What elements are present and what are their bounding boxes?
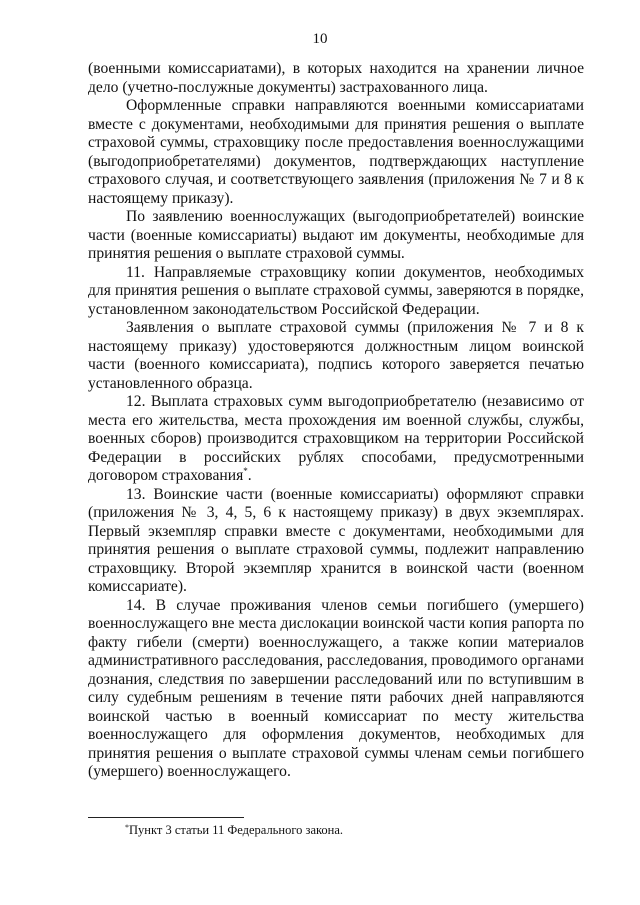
paragraph-continuation: (военными комиссариатами), в которых находится на хранении личное дело (учетно-послужные документы) застрахованного лица. xyxy=(88,60,584,96)
paragraph-item-11: 11. Направляемые страховщику копии документов, необходимых для принятия решения о выплате страховой суммы, заверяются в порядке, установленном законодательством Российской Федерации. xyxy=(88,263,584,318)
footnote-reference-mark: * xyxy=(243,466,248,476)
document-body xyxy=(88,60,584,782)
footnote-separator xyxy=(88,817,244,818)
page-number: 10 xyxy=(312,31,328,47)
footnote xyxy=(125,823,343,838)
footnote-mark: * xyxy=(125,823,129,832)
paragraph-item-12: 12. Выплата страховых сумм выгодоприобретателю (независимо от места его жительства, места прохождения им военной службы, службы, военных сборов) производится страховщиком на территории Российской Федерации в российских рублях способами, предусмотренными договором страхования*. xyxy=(88,393,584,484)
paragraph-item-14: 14. В случае проживания членов семьи погибшего (умершего) военнослужащего вне места дислокации воинской части копия рапорта по факту гибели (смерти) военнослужащего, а также копии материалов административного расследования, расследования, проводимого органами дознания, следствия по завершении расследований или по вступившим в силу судебным решениям в течение пяти рабочих дней направляются воинской частью в военный комиссариат по месту жительства военнослужащего для оформления документов, необходимых для принятия решения о выплате страховой суммы членам семьи погибшего (умершего) военнослужащего. xyxy=(88,596,584,780)
paragraph-item-13: 13. Воинские части (военные комиссариаты) оформляют справки (приложения № 3, 4, 5, 6 к настоящему приказу) в двух экземплярах. Первый экземпляр справки вместе с документами, необходимыми для принятия решения о выплате страховой суммы, подлежит направлению страховщику. Второй экземпляр хранится в воинской части (военном комиссариате). xyxy=(88,485,584,595)
paragraph-certificates-sending: Оформленные справки направляются военными комиссариатами вместе с документами, необходимыми для принятия решения о выплате страховой суммы, страховщику после предоставления военнослужащими (выгодоприобретателями) документов, подтверждающих наступление страхового случая, и соответствующего заявления (приложения № 7 и 8 к настоящему приказу). xyxy=(88,97,584,207)
paragraph-documents-issuance: По заявлению военнослужащих (выгодоприобретателей) воинские части (военные комиссариаты) выдают им документы, необходимые для принятия решения о выплате страховой суммы. xyxy=(88,208,584,262)
paragraph-item-12-text: 12. Выплата страховых сумм выгодоприобретателю (независимо от места его жительства, места прохождения им военной службы, службы, военных сборов) производится страховщиком на территории Российской Федерации в российских рублях способами, предусмотренными договором страхования xyxy=(88,393,584,484)
footnote-text: Пункт 3 статьи 11 Федерального закона. xyxy=(129,823,344,837)
paragraph-applications-certification: Заявления о выплате страховой суммы (приложения № 7 и 8 к настоящему приказу) удостоверяются должностным лицом воинской части (военного комиссариата), подпись которого заверяется печатью установленного образца. xyxy=(88,319,584,392)
